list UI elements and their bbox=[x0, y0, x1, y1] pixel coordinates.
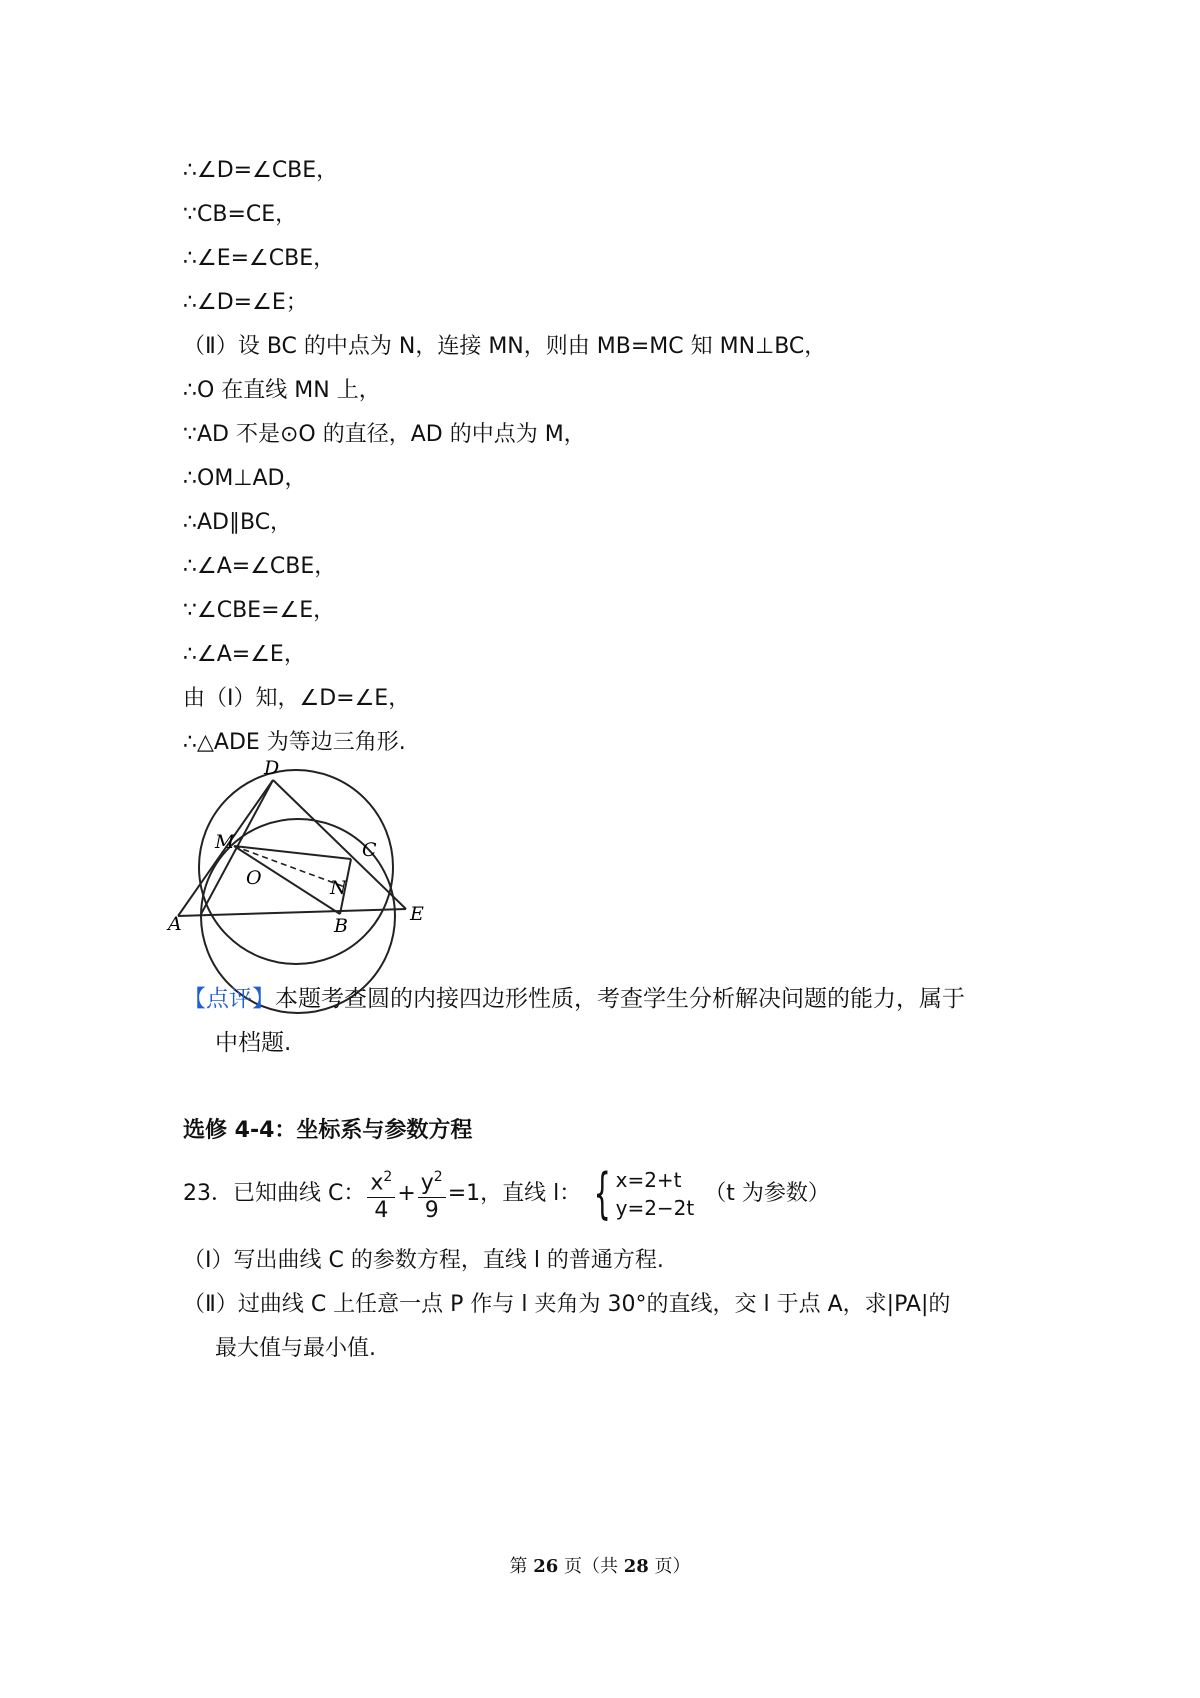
comment-text-1: 本题考查圆的内接四边形性质，考查学生分析解决问题的能力，属于 bbox=[275, 986, 965, 1012]
label-c: C bbox=[362, 839, 377, 861]
problem-part-1: （Ⅰ）写出曲线 C 的参数方程，直线 l 的普通方程. bbox=[183, 1248, 664, 1273]
label-a: A bbox=[168, 913, 182, 935]
proof-line: ∴O 在直线 MN 上， bbox=[183, 378, 381, 403]
triangle-figure bbox=[160, 757, 480, 970]
proof-line: ∴∠D=∠E； bbox=[183, 290, 308, 315]
current-page: 26 bbox=[533, 1556, 559, 1577]
fraction-y: $\frac{y^2}{9}$ bbox=[418, 1164, 446, 1223]
label-b: B bbox=[334, 915, 348, 937]
comment-line-1 bbox=[183, 984, 965, 1014]
comment-tag: 【点评】 bbox=[183, 986, 275, 1012]
problem-part-2-line-1: （Ⅱ）过曲线 C 上任意一点 P 作与 l 夹角为 30°的直线，交 l 于点 A，求|PA|的 bbox=[183, 1292, 951, 1317]
label-d: D bbox=[264, 757, 280, 779]
problem-part-2-line-2: 最大值与最小值. bbox=[215, 1336, 376, 1361]
section-title: 选修 4-4：坐标系与参数方程 bbox=[183, 1118, 473, 1143]
label-e: E bbox=[410, 903, 424, 925]
label-m: M bbox=[215, 831, 235, 853]
proof-line: ∴AD∥BC， bbox=[183, 510, 293, 535]
problem-prefix: 23．已知曲线 C： bbox=[183, 1181, 366, 1206]
proof-line: ∵AD 不是⊙O 的直径，AD 的中点为 M， bbox=[183, 422, 586, 447]
label-o: O bbox=[246, 867, 262, 889]
proof-line: ∴∠A=∠CBE， bbox=[183, 554, 337, 579]
label-n: N bbox=[330, 877, 347, 899]
parametric-system: x=2+t y=2−2t bbox=[615, 1168, 695, 1220]
page-footer: 第 26 页（共 28 页） bbox=[509, 1556, 691, 1577]
proof-line: ∵∠CBE=∠E， bbox=[183, 598, 336, 623]
proof-line: ∴∠D=∠CBE， bbox=[183, 158, 339, 183]
segment-ae bbox=[178, 909, 406, 916]
proof-line: （Ⅱ）设 BC 的中点为 N，连接 MN，则由 MB=MC 知 MN⊥BC， bbox=[183, 334, 827, 359]
proof-line: ∴∠A=∠E， bbox=[183, 642, 306, 667]
comment-line-2: 中档题. bbox=[215, 1030, 292, 1056]
proof-line: ∴△ADE 为等边三角形. bbox=[183, 730, 406, 755]
proof-line: 由（Ⅰ）知，∠D=∠E， bbox=[183, 686, 411, 711]
total-pages: 28 bbox=[623, 1556, 649, 1577]
plus-sign: + bbox=[397, 1181, 416, 1206]
equation-tail: =1，直线 l： bbox=[447, 1181, 582, 1206]
problem-statement bbox=[183, 1164, 830, 1224]
proof-line: ∴∠E=∠CBE， bbox=[183, 246, 336, 271]
proof-line: ∴OM⊥AD， bbox=[183, 466, 307, 491]
proof-line: ∵CB=CE， bbox=[183, 202, 298, 227]
fraction-x: $\frac{x^2}{4}$ bbox=[367, 1164, 395, 1223]
brace-icon: { bbox=[593, 1162, 612, 1225]
problem-suffix: （t 为参数） bbox=[704, 1181, 830, 1206]
